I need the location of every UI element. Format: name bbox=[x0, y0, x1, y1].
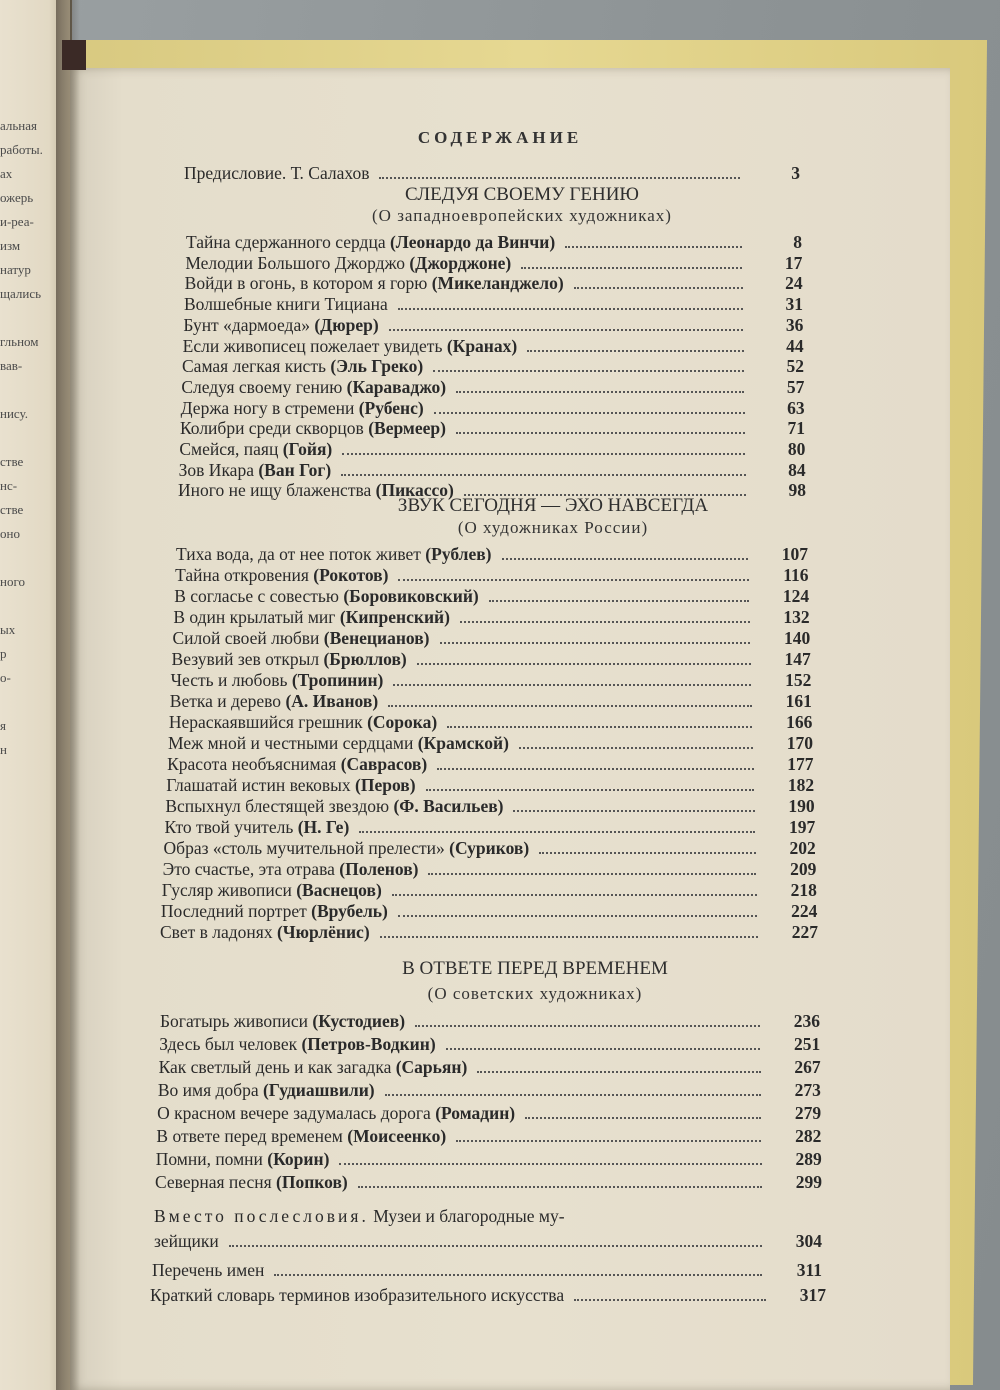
entry-text bbox=[156, 1126, 446, 1147]
entry-title: Здесь был человек bbox=[159, 1034, 298, 1054]
entry-title: В один крылатый миг bbox=[173, 607, 336, 627]
entry-title: Меж мной и честными сердцами bbox=[168, 733, 414, 753]
entry-text bbox=[181, 377, 446, 398]
dot-leader bbox=[437, 768, 753, 770]
entry-artist: (А. Иванов) bbox=[285, 691, 379, 711]
entry-artist: (Сарьян) bbox=[395, 1057, 468, 1077]
entry-text bbox=[169, 712, 437, 733]
left-page-fragment: гльном bbox=[0, 334, 39, 349]
page-number: 52 bbox=[786, 356, 804, 377]
page-number: 147 bbox=[784, 649, 811, 669]
entry-artist: (Перов) bbox=[355, 775, 416, 795]
left-page-fragment: ожерь bbox=[0, 190, 34, 205]
page-number: 132 bbox=[783, 607, 810, 627]
page-number: 177 bbox=[787, 754, 814, 774]
left-page-fragment: стве bbox=[0, 502, 24, 517]
entry-title: Нераскаявшийся грешник bbox=[168, 712, 363, 732]
entry-title: Везувий зев открыл bbox=[171, 649, 320, 669]
entry-text bbox=[185, 273, 564, 294]
toc-entry bbox=[156, 1125, 821, 1147]
entry-title: Перечень имен bbox=[152, 1260, 265, 1280]
entry-text bbox=[176, 544, 492, 565]
dot-leader bbox=[433, 370, 744, 372]
page-number: 197 bbox=[788, 817, 816, 837]
dot-leader bbox=[456, 1140, 761, 1142]
entry-title: Богатырь живописи bbox=[160, 1011, 309, 1031]
entry-text bbox=[155, 1172, 348, 1193]
entry-text bbox=[150, 1285, 564, 1306]
entry-title: Тайна сдержанного сердца bbox=[186, 232, 386, 252]
dot-leader bbox=[574, 1299, 766, 1301]
entry-title: Волшебные книги Тициана bbox=[184, 294, 388, 315]
entry-title: В согласье с совестью bbox=[174, 586, 339, 606]
entry-artist: (Дюрер) bbox=[314, 314, 379, 335]
toc-entry bbox=[181, 376, 804, 398]
entry-title: Следуя своему гению bbox=[181, 376, 343, 397]
toc-entry bbox=[181, 397, 805, 419]
toc-entry bbox=[174, 585, 809, 607]
entry-text bbox=[167, 754, 427, 775]
dot-leader bbox=[489, 600, 749, 602]
entry-text bbox=[158, 1080, 375, 1101]
page-number: 311 bbox=[796, 1260, 822, 1280]
entry-artist: (Венецианов) bbox=[323, 628, 430, 648]
entry-title: Во имя добра bbox=[157, 1080, 259, 1100]
toc-entry bbox=[182, 355, 804, 377]
entry-title: Колибри среди скворцов bbox=[180, 418, 364, 439]
entry-title: Самая легкая кисть bbox=[182, 356, 326, 377]
dot-leader bbox=[539, 852, 756, 854]
entry-artist: (Поленов) bbox=[339, 859, 419, 879]
afterword-label: Вместо послесловия. bbox=[154, 1206, 369, 1226]
toc-entry bbox=[160, 1010, 820, 1032]
left-page-fragment: нс- bbox=[0, 478, 18, 493]
page-number: 190 bbox=[788, 796, 815, 816]
entry-text bbox=[156, 1149, 330, 1170]
dot-leader bbox=[521, 267, 742, 269]
left-page-fragment: р bbox=[0, 646, 7, 661]
toc-entry bbox=[156, 1148, 822, 1170]
toc-entry bbox=[155, 1171, 822, 1193]
entry-artist: (Ван Гог) bbox=[258, 459, 332, 480]
page-number: 227 bbox=[791, 922, 818, 942]
page-number: 299 bbox=[795, 1172, 822, 1192]
entry-title: Ветка и дерево bbox=[169, 691, 282, 711]
toc-entry bbox=[173, 606, 809, 628]
entry-text bbox=[159, 1057, 468, 1078]
dot-leader bbox=[440, 642, 751, 644]
entry-artist: (Эль Греко) bbox=[330, 356, 424, 377]
entry-title: Это счастье, эта отрава bbox=[162, 859, 335, 879]
left-page-fragment: натур bbox=[0, 262, 31, 277]
entry-title: Глашатай истин вековых bbox=[166, 775, 351, 795]
entry-text bbox=[183, 315, 378, 336]
dot-leader bbox=[393, 684, 751, 686]
toc-entry bbox=[185, 252, 802, 274]
entry-title: Мелодии Большого Джорджо bbox=[185, 252, 405, 273]
page-number: 152 bbox=[785, 670, 812, 690]
dot-leader bbox=[513, 810, 754, 812]
entry-title: О красном вечере задумалась дорога bbox=[157, 1103, 431, 1123]
toc-entry bbox=[175, 564, 808, 586]
entry-artist: (Врубель) bbox=[311, 901, 388, 921]
entry-text bbox=[163, 859, 419, 880]
page-number: 36 bbox=[785, 314, 804, 335]
left-page-fragment: стве bbox=[0, 454, 24, 469]
toc-entry bbox=[172, 648, 811, 670]
toc-entry bbox=[183, 335, 804, 357]
entry-title: Зов Икара bbox=[178, 459, 254, 480]
entry-artist: (Караваджо) bbox=[346, 376, 447, 397]
entry-artist: (Тропинин) bbox=[291, 670, 384, 690]
entry-artist: (Попков) bbox=[276, 1172, 348, 1192]
toc-entry bbox=[167, 753, 813, 775]
section-heading: СЛЕДУЯ СВОЕМУ ГЕНИЮ bbox=[405, 184, 639, 205]
entry-artist: (Сорока) bbox=[367, 712, 438, 732]
entry-title: Последний портрет bbox=[160, 901, 307, 921]
toc-entry bbox=[179, 459, 806, 481]
toc-entry bbox=[171, 669, 812, 691]
page-number: 279 bbox=[794, 1103, 822, 1123]
page-number: 267 bbox=[794, 1057, 821, 1077]
entry-text bbox=[179, 439, 332, 460]
entry-title: Образ «столь мучительной прелести» bbox=[163, 838, 445, 858]
entry-title: Краткий словарь терминов изобразительного искусства bbox=[150, 1285, 565, 1305]
entry-artist: (Корин) bbox=[267, 1149, 330, 1169]
left-page-fragment: вав- bbox=[0, 358, 23, 373]
page-number: 44 bbox=[786, 335, 804, 356]
toc-entry bbox=[180, 417, 805, 439]
entry-text bbox=[159, 1034, 435, 1055]
entry-artist: (Джорджоне) bbox=[409, 252, 512, 273]
section-subheading: (О западноевропейских художниках) bbox=[372, 206, 672, 225]
entry-artist: (Боровиковский) bbox=[343, 586, 479, 606]
entry-artist: (Саврасов) bbox=[340, 754, 428, 774]
left-page-fragment: о- bbox=[0, 670, 11, 685]
left-page-fragment: изм bbox=[0, 238, 21, 253]
dot-leader bbox=[525, 1117, 761, 1119]
entry-artist: (Ромадин) bbox=[435, 1103, 516, 1123]
toc-entry bbox=[163, 858, 817, 880]
toc-entry bbox=[164, 816, 815, 838]
entry-artist: (Петров-Водкин) bbox=[301, 1034, 436, 1054]
page-number: 24 bbox=[785, 273, 803, 294]
page-number: 63 bbox=[787, 397, 805, 418]
page-number: 289 bbox=[795, 1149, 822, 1169]
entry-title: Честь и любовь bbox=[170, 670, 288, 690]
entry-artist: (Кранах) bbox=[446, 335, 518, 356]
toc-entry bbox=[165, 795, 814, 817]
entry-text bbox=[184, 163, 369, 184]
dot-leader bbox=[341, 474, 745, 476]
dot-leader bbox=[389, 329, 744, 331]
entry-artist: (Пикассо) bbox=[375, 480, 454, 501]
entry-artist: (Кустодиев) bbox=[312, 1011, 406, 1031]
entry-title: Силой своей любви bbox=[172, 628, 320, 648]
left-page-fragment: н bbox=[0, 742, 7, 757]
left-page-fragment: работы. bbox=[0, 142, 43, 157]
toc-entry bbox=[166, 774, 814, 796]
dot-leader bbox=[502, 558, 748, 560]
entry-text bbox=[164, 817, 349, 838]
entry-text bbox=[168, 733, 509, 754]
page-number: 251 bbox=[794, 1034, 821, 1054]
entry-text bbox=[161, 901, 388, 922]
entry-text bbox=[171, 670, 384, 691]
toc-entry bbox=[164, 837, 816, 859]
page-number: 98 bbox=[788, 480, 806, 501]
dot-leader bbox=[417, 663, 751, 665]
page-number: 140 bbox=[783, 628, 811, 648]
dot-leader bbox=[380, 936, 758, 938]
entry-text bbox=[166, 775, 415, 796]
dot-leader bbox=[359, 831, 755, 833]
page-number: 3 bbox=[791, 163, 800, 183]
entry-title: Держа ногу в стремени bbox=[180, 397, 355, 418]
entry-text bbox=[154, 1231, 219, 1252]
page-number: 84 bbox=[788, 459, 806, 480]
entry-artist: (Брюллов) bbox=[323, 649, 407, 669]
entry-title: зейщики bbox=[154, 1231, 219, 1251]
entry-artist: (Гойя) bbox=[282, 439, 333, 459]
entry-artist: (Леонардо да Винчи) bbox=[389, 232, 556, 252]
left-page-fragment: ах bbox=[0, 166, 13, 181]
entry-text bbox=[160, 922, 370, 943]
toc-entry bbox=[179, 438, 805, 460]
entry-artist: (Кипренский) bbox=[339, 607, 450, 627]
dot-leader bbox=[229, 1245, 762, 1247]
entry-text bbox=[183, 336, 518, 357]
page-number: 17 bbox=[784, 252, 803, 273]
dot-leader bbox=[428, 873, 756, 875]
entry-title: Предисловие. Т. Салахов bbox=[184, 163, 370, 183]
dot-leader bbox=[358, 1186, 762, 1188]
toc-entry bbox=[160, 921, 818, 943]
dot-leader bbox=[460, 621, 750, 623]
entry-artist: (Рублев) bbox=[425, 544, 492, 564]
dot-leader bbox=[446, 1048, 761, 1050]
entry-text bbox=[180, 418, 446, 439]
dot-leader bbox=[456, 432, 745, 434]
entry-title: Тиха вода, да от нее поток живет bbox=[176, 544, 421, 564]
entry-text bbox=[182, 356, 423, 377]
entry-title: Смейся, паяц bbox=[179, 439, 279, 459]
entry-artist: (Гудиашвили) bbox=[262, 1080, 375, 1100]
entry-text bbox=[160, 1011, 405, 1032]
index-entry bbox=[152, 1259, 822, 1281]
entry-title: Если живописец пожелает увидеть bbox=[182, 335, 443, 356]
dot-leader bbox=[398, 579, 748, 581]
dot-leader bbox=[385, 1094, 761, 1096]
page-number: 282 bbox=[795, 1126, 822, 1146]
entry-text bbox=[175, 565, 388, 586]
entry-title: Кто твой учитель bbox=[164, 817, 294, 837]
dot-leader bbox=[392, 894, 757, 896]
toc-entry bbox=[172, 627, 810, 649]
dot-leader bbox=[398, 308, 743, 310]
section-heading: ЗВУК СЕГОДНЯ — ЭХО НАВСЕГДА bbox=[397, 495, 709, 516]
toc-entry bbox=[183, 314, 803, 336]
dot-leader bbox=[574, 287, 743, 289]
entry-text bbox=[174, 586, 479, 607]
entry-title: Гусляр живописи bbox=[161, 880, 292, 900]
left-page-fragment: ного bbox=[0, 574, 25, 589]
dot-leader bbox=[388, 705, 752, 707]
afterword-title: Музеи и благородные му- bbox=[373, 1206, 565, 1226]
dot-leader bbox=[339, 1163, 761, 1165]
entry-title: Как светлый день и как загадка bbox=[158, 1057, 392, 1077]
afterword-entry bbox=[154, 1230, 822, 1252]
entry-title: Свет в ладонях bbox=[160, 922, 273, 942]
entry-text bbox=[157, 1103, 515, 1124]
entry-artist: (Моисеенко) bbox=[347, 1126, 447, 1146]
page-title: СОДЕРЖАНИЕ bbox=[417, 128, 583, 147]
page-number: 166 bbox=[786, 712, 813, 732]
page-number: 218 bbox=[790, 880, 817, 900]
page-number: 124 bbox=[782, 586, 810, 606]
entry-artist: (Чюрлёнис) bbox=[276, 922, 370, 942]
toc-entry bbox=[157, 1102, 821, 1124]
entry-title: В ответе перед временем bbox=[156, 1126, 343, 1146]
page-number: 202 bbox=[789, 838, 816, 858]
entry-text bbox=[181, 398, 424, 419]
preface-entry bbox=[184, 162, 800, 184]
section-heading: В ОТВЕТЕ ПЕРЕД ВРЕМЕНЕМ bbox=[402, 958, 668, 979]
toc-entry bbox=[169, 711, 813, 733]
entry-artist: (Вермеер) bbox=[368, 418, 446, 439]
afterword-line1 bbox=[154, 1206, 565, 1227]
page-number: 209 bbox=[790, 859, 817, 879]
entry-title: Иного не ищу блаженства bbox=[178, 480, 372, 501]
dot-leader bbox=[519, 747, 753, 749]
page-number: 107 bbox=[781, 544, 808, 564]
toc-entry bbox=[176, 543, 808, 565]
section-subheading: (О художниках России) bbox=[457, 518, 649, 537]
page-number: 71 bbox=[787, 418, 805, 439]
toc-entry bbox=[159, 1033, 820, 1055]
entry-artist: (Суриков) bbox=[449, 838, 530, 858]
left-page-fragment: и-реа- bbox=[0, 214, 34, 229]
entry-title: Вспыхнул блестящей звездою bbox=[165, 796, 390, 816]
page-number: 182 bbox=[787, 775, 815, 795]
page-number: 80 bbox=[787, 439, 806, 459]
entry-text bbox=[186, 232, 555, 253]
section-subheading: (О советских художниках) bbox=[427, 984, 643, 1003]
dot-leader bbox=[274, 1274, 762, 1276]
dot-leader bbox=[477, 1071, 760, 1073]
entry-artist: (Рокотов) bbox=[313, 565, 389, 585]
toc-entry bbox=[184, 293, 803, 315]
entry-text bbox=[162, 880, 382, 901]
page-number: 236 bbox=[793, 1011, 820, 1031]
left-page-fragment: оно bbox=[0, 526, 20, 541]
entry-title: Войди в огонь, в котором я горю bbox=[184, 273, 428, 294]
toc-entry bbox=[158, 1079, 821, 1101]
toc-entry bbox=[168, 732, 813, 754]
page-number: 273 bbox=[794, 1080, 821, 1100]
spine-shadow bbox=[56, 0, 80, 1390]
page-number: 116 bbox=[783, 565, 809, 585]
entry-artist: (Васнецов) bbox=[296, 880, 382, 900]
dot-leader bbox=[456, 391, 744, 393]
page-number: 8 bbox=[793, 232, 802, 252]
entry-title: Северная песня bbox=[155, 1172, 272, 1192]
toc-entry bbox=[162, 879, 817, 901]
page-number: 304 bbox=[795, 1231, 822, 1251]
left-page-fragment: щались bbox=[0, 286, 42, 301]
left-page-fragment: альная bbox=[0, 118, 38, 133]
entry-artist: (Микеланджело) bbox=[431, 273, 564, 294]
glossary-entry bbox=[150, 1284, 826, 1306]
dot-leader bbox=[342, 453, 745, 455]
entry-title: Красота необъяснимая bbox=[167, 754, 337, 774]
dot-leader bbox=[565, 246, 742, 248]
entry-text bbox=[172, 628, 429, 649]
page-number: 317 bbox=[799, 1285, 826, 1305]
dot-leader bbox=[398, 915, 758, 917]
entry-text bbox=[172, 649, 407, 670]
entry-artist: (Рубенс) bbox=[358, 397, 424, 418]
dot-leader bbox=[447, 726, 752, 728]
page-number: 57 bbox=[786, 376, 805, 397]
left-page-fragment: я bbox=[0, 718, 6, 733]
page-number: 224 bbox=[791, 901, 818, 921]
toc-entry bbox=[185, 272, 803, 294]
entry-text bbox=[165, 796, 503, 817]
entry-text bbox=[164, 838, 530, 859]
entry-artist: (Н. Ге) bbox=[297, 817, 350, 837]
entry-text bbox=[170, 691, 378, 712]
entry-title: Тайна откровения bbox=[175, 565, 309, 585]
entry-text bbox=[173, 607, 450, 628]
binding-edge bbox=[62, 40, 86, 70]
entry-text bbox=[185, 253, 511, 274]
toc-entry bbox=[159, 1056, 821, 1078]
page-number: 170 bbox=[786, 733, 813, 753]
toc-entry bbox=[161, 900, 818, 922]
entry-artist: (Крамской) bbox=[417, 733, 509, 753]
page-number: 31 bbox=[785, 294, 803, 315]
toc-entry bbox=[186, 231, 802, 253]
entry-text bbox=[179, 460, 332, 481]
toc-entry bbox=[170, 690, 812, 712]
entry-text bbox=[184, 294, 388, 315]
left-page-fragment: нису. bbox=[0, 406, 28, 421]
dot-leader bbox=[527, 350, 743, 352]
entry-artist: (Ф. Васильев) bbox=[393, 796, 504, 816]
dot-leader bbox=[426, 789, 755, 791]
page-number: 161 bbox=[785, 691, 812, 711]
dot-leader bbox=[379, 177, 740, 179]
dot-leader bbox=[415, 1025, 760, 1027]
entry-text bbox=[152, 1260, 264, 1281]
left-page-fragment: ых bbox=[0, 622, 16, 637]
entry-title: Помни, помни bbox=[155, 1149, 263, 1169]
entry-title: Бунт «дармоеда» bbox=[183, 314, 310, 335]
dot-leader bbox=[434, 412, 745, 414]
